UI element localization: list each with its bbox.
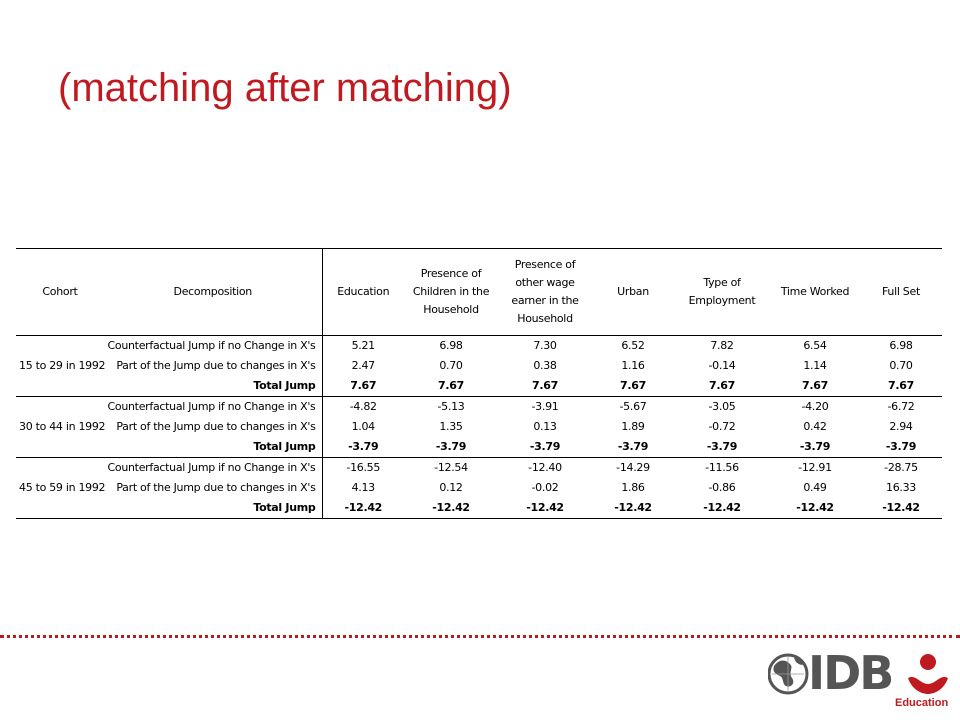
cohort-group-1 xyxy=(16,336,942,397)
cell-value: -12.42 xyxy=(526,501,564,514)
cell-value: -16.55 xyxy=(322,458,404,479)
table-row xyxy=(16,356,942,376)
header-cohort: Cohort xyxy=(42,285,78,298)
cell-value: 1.16 xyxy=(621,359,645,372)
header-full-set: Full Set xyxy=(882,285,920,298)
total-row xyxy=(16,498,942,519)
cell-value: -4.82 xyxy=(322,397,404,418)
total-row xyxy=(16,437,942,458)
cell-value: 1.04 xyxy=(322,417,404,437)
cell-value: -12.42 xyxy=(796,501,834,514)
row-label: Counterfactual Jump if no Change in X's xyxy=(107,400,316,413)
row-label: Counterfactual Jump if no Change in X's xyxy=(107,339,316,352)
cell-value: 7.67 xyxy=(620,379,646,392)
cell-value: -12.42 xyxy=(322,498,404,519)
logo-subtitle: Education xyxy=(895,697,949,709)
row-label: Part of the Jump due to changes in X's xyxy=(116,420,316,433)
cell-value: -12.42 xyxy=(703,501,741,514)
cell-value: 7.82 xyxy=(710,339,734,352)
cell-value: -0.72 xyxy=(708,420,736,433)
table-header-row xyxy=(16,249,942,336)
decomposition-table xyxy=(16,248,942,519)
cell-value: 7.67 xyxy=(532,379,558,392)
header-employment: Type of Employment xyxy=(688,276,756,307)
table-row xyxy=(16,478,942,498)
cell-value: 6.98 xyxy=(889,339,913,352)
cell-value: -12.42 xyxy=(614,501,652,514)
cell-value: -5.13 xyxy=(437,400,465,413)
cell-value: -12.42 xyxy=(882,501,920,514)
cell-value: 0.70 xyxy=(439,359,463,372)
decomposition-table-container xyxy=(16,248,942,519)
cell-value: -0.14 xyxy=(708,359,736,372)
row-label: Total Jump xyxy=(253,501,316,514)
total-row xyxy=(16,376,942,397)
cohort-label: 45 to 59 in 1992 xyxy=(19,481,106,494)
cell-value: 0.49 xyxy=(803,481,827,494)
globe-icon xyxy=(769,655,807,693)
header-time-worked: Time Worked xyxy=(780,285,850,298)
cell-value: 2.47 xyxy=(322,356,404,376)
cell-value: -12.54 xyxy=(434,461,468,474)
cell-value: -3.79 xyxy=(435,440,467,453)
cell-value: 7.67 xyxy=(888,379,914,392)
cohort-group-2 xyxy=(16,397,942,458)
cell-value: 7.67 xyxy=(438,379,464,392)
cell-value: -4.20 xyxy=(801,400,829,413)
cell-value: 7.30 xyxy=(533,339,557,352)
header-children: Presence of Children in the Household xyxy=(412,267,490,316)
cell-value: 1.86 xyxy=(621,481,645,494)
cell-value: 4.13 xyxy=(322,478,404,498)
table-row xyxy=(16,397,942,418)
cell-value: -14.29 xyxy=(616,461,650,474)
cell-value: -12.42 xyxy=(432,501,470,514)
cell-value: 5.21 xyxy=(322,336,404,357)
cell-value: 0.13 xyxy=(533,420,557,433)
header-other-wage: Presence of other wage earner in the Household xyxy=(511,258,579,325)
person-icon xyxy=(908,654,948,694)
cell-value: 7.67 xyxy=(802,379,828,392)
footer-dotted-divider xyxy=(0,635,960,638)
cell-value: 6.98 xyxy=(439,339,463,352)
slide-title: (matching after matching) xyxy=(58,66,512,110)
cell-value: -3.91 xyxy=(531,400,559,413)
cohort-label: 30 to 44 in 1992 xyxy=(19,420,106,433)
row-label: Total Jump xyxy=(253,379,316,392)
cell-value: 6.52 xyxy=(621,339,645,352)
cell-value: -12.91 xyxy=(798,461,832,474)
cell-value: -12.40 xyxy=(528,461,562,474)
cohort-label: 15 to 29 in 1992 xyxy=(19,359,106,372)
cell-value: -3.79 xyxy=(617,440,649,453)
header-decomposition: Decomposition xyxy=(173,285,252,298)
cell-value: -6.72 xyxy=(887,400,915,413)
cell-value: -3.79 xyxy=(706,440,738,453)
cell-value: 0.42 xyxy=(803,420,827,433)
cell-value: -3.79 xyxy=(799,440,831,453)
cell-value: 2.94 xyxy=(889,420,913,433)
cell-value: -3.79 xyxy=(322,437,404,458)
cell-value: -11.56 xyxy=(705,461,739,474)
cohort-group-3 xyxy=(16,458,942,519)
logo-text: IDB xyxy=(808,646,893,700)
row-label: Counterfactual Jump if no Change in X's xyxy=(107,461,316,474)
cell-value: 0.38 xyxy=(533,359,557,372)
row-label: Total Jump xyxy=(253,440,316,453)
cell-value: 0.70 xyxy=(889,359,913,372)
cell-value: 6.54 xyxy=(803,339,827,352)
cell-value: -3.79 xyxy=(529,440,561,453)
cell-value: 7.67 xyxy=(709,379,735,392)
cell-value: -3.79 xyxy=(885,440,917,453)
cell-value: 1.35 xyxy=(439,420,463,433)
cell-value: -3.05 xyxy=(708,400,736,413)
table-row xyxy=(16,417,942,437)
header-education: Education xyxy=(322,249,404,336)
cell-value: 0.12 xyxy=(439,481,463,494)
row-label: Part of the Jump due to changes in X's xyxy=(116,481,316,494)
cell-value: -28.75 xyxy=(884,461,918,474)
cell-value: 1.89 xyxy=(621,420,645,433)
cell-value: -5.67 xyxy=(619,400,647,413)
cell-value: 16.33 xyxy=(886,481,916,494)
cell-value: -0.02 xyxy=(531,481,559,494)
cell-value: 1.14 xyxy=(803,359,827,372)
row-label: Part of the Jump due to changes in X's xyxy=(116,359,316,372)
cell-value: -0.86 xyxy=(708,481,736,494)
header-urban: Urban xyxy=(617,285,649,298)
table-row xyxy=(16,458,942,479)
table-row xyxy=(16,336,942,357)
cell-value: 7.67 xyxy=(322,376,404,397)
